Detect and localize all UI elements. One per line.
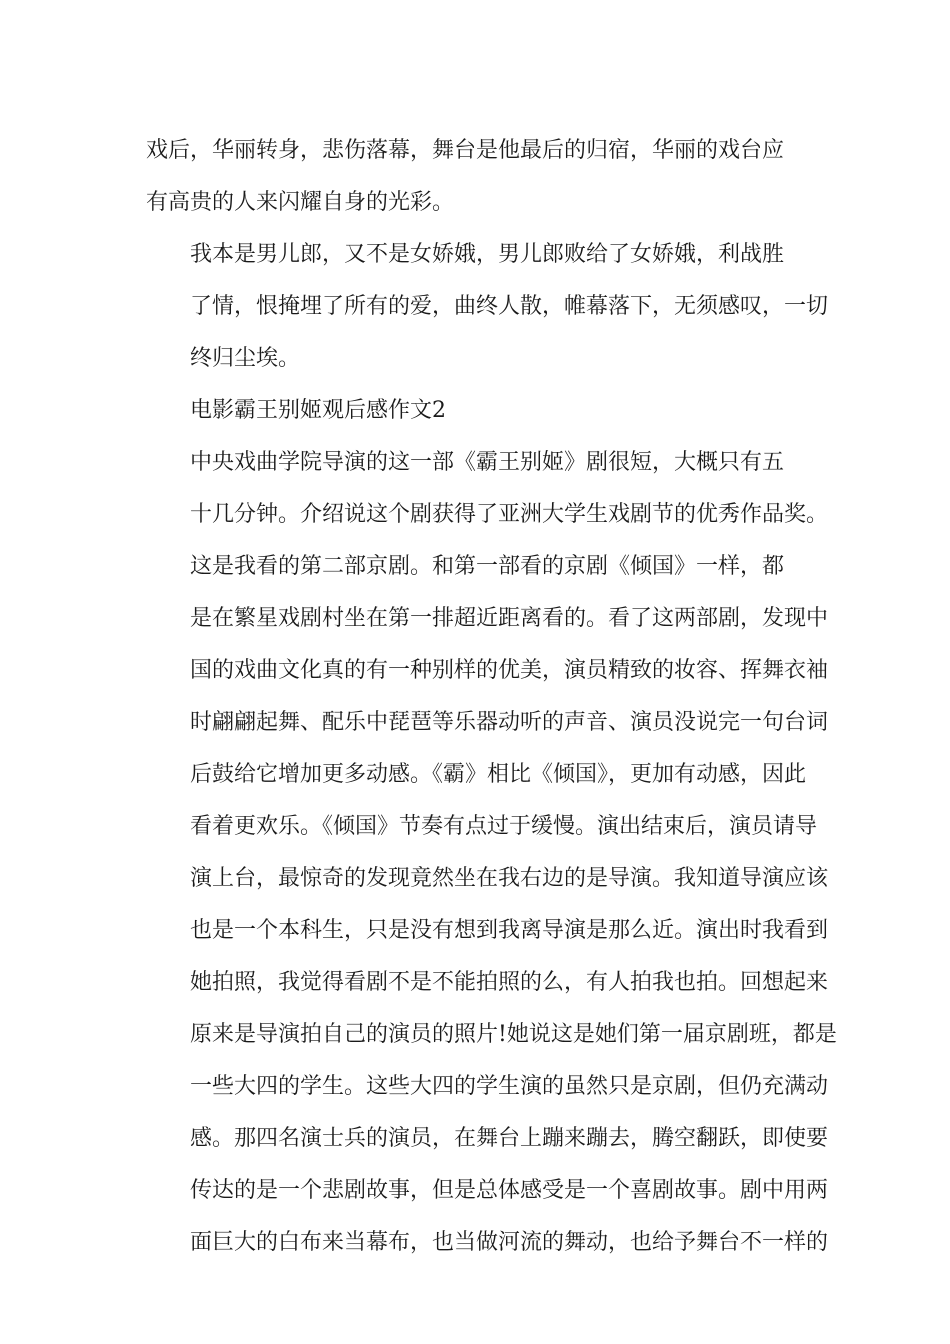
text-line: 时翩翩起舞、配乐中琵琶等乐器动听的声音、演员没说完一句台词 — [190, 710, 829, 735]
paragraph — [146, 385, 806, 437]
text-line: 了情，恨掩埋了所有的爱，曲终人散，帷幕落下，无须感叹，一切 — [190, 294, 829, 319]
paragraph — [146, 541, 837, 1269]
text-line: 我本是男儿郎，又不是女娇娥，男儿郎败给了女娇娥，利战胜 — [190, 242, 785, 267]
text-line: 演上台，最惊奇的发现竟然坐在我右边的是导演。我知道导演应该 — [190, 866, 829, 891]
text-line: 国的戏曲文化真的有一种别样的优美，演员精致的妆容、挥舞衣袖 — [190, 658, 829, 683]
text-line: 原来是导演拍自己的演员的照片!她说这是她们第一届京剧班，都是 — [190, 1022, 837, 1047]
text-line: 面巨大的白布来当幕布，也当做河流的舞动，也给予舞台不一样的 — [190, 1230, 829, 1255]
paragraph — [146, 437, 829, 541]
text-line: 这是我看的第二部京剧。和第一部看的京剧《倾国》一样，都 — [190, 554, 785, 579]
text-line: 戏后，华丽转身，悲伤落幕，舞台是他最后的归宿，华丽的戏台应 — [146, 138, 785, 163]
text-line: 看着更欢乐。《倾国》节奏有点过于缓慢。演出结束后，演员请导 — [190, 814, 818, 839]
text-line: 也是一个本科生，只是没有想到我离导演是那么近。演出时我看到 — [190, 918, 829, 943]
paragraph — [146, 125, 806, 229]
text-line: 是在繁星戏剧村坐在第一排超近距离看的。看了这两部剧，发现中 — [190, 606, 829, 631]
text-line: 一些大四的学生。这些大四的学生演的虽然只是京剧，但仍充满动 — [190, 1074, 829, 1099]
document-body — [146, 125, 837, 1269]
text-line: 终归尘埃。 — [190, 346, 301, 371]
text-line: 电影霸王别姬观后感作文2 — [190, 398, 446, 423]
text-line: 中央戏曲学院导演的这一部《霸王别姬》剧很短，大概只有五 — [190, 450, 785, 475]
text-line: 她拍照，我觉得看剧不是不能拍照的么，有人拍我也拍。回想起来 — [190, 970, 829, 995]
text-line: 十几分钟。介绍说这个剧获得了亚洲大学生戏剧节的优秀作品奖。 — [190, 502, 829, 527]
text-line: 有高贵的人来闪耀自身的光彩。 — [146, 190, 455, 215]
paragraph — [146, 229, 829, 385]
text-line: 后鼓给它增加更多动感。《霸》相比《倾国》，更加有动感，因此 — [190, 762, 807, 787]
text-line: 传达的是一个悲剧故事，但是总体感受是一个喜剧故事。剧中用两 — [190, 1178, 829, 1203]
text-line: 感。那四名演士兵的演员，在舞台上蹦来蹦去，腾空翻跃，即使要 — [190, 1126, 829, 1151]
